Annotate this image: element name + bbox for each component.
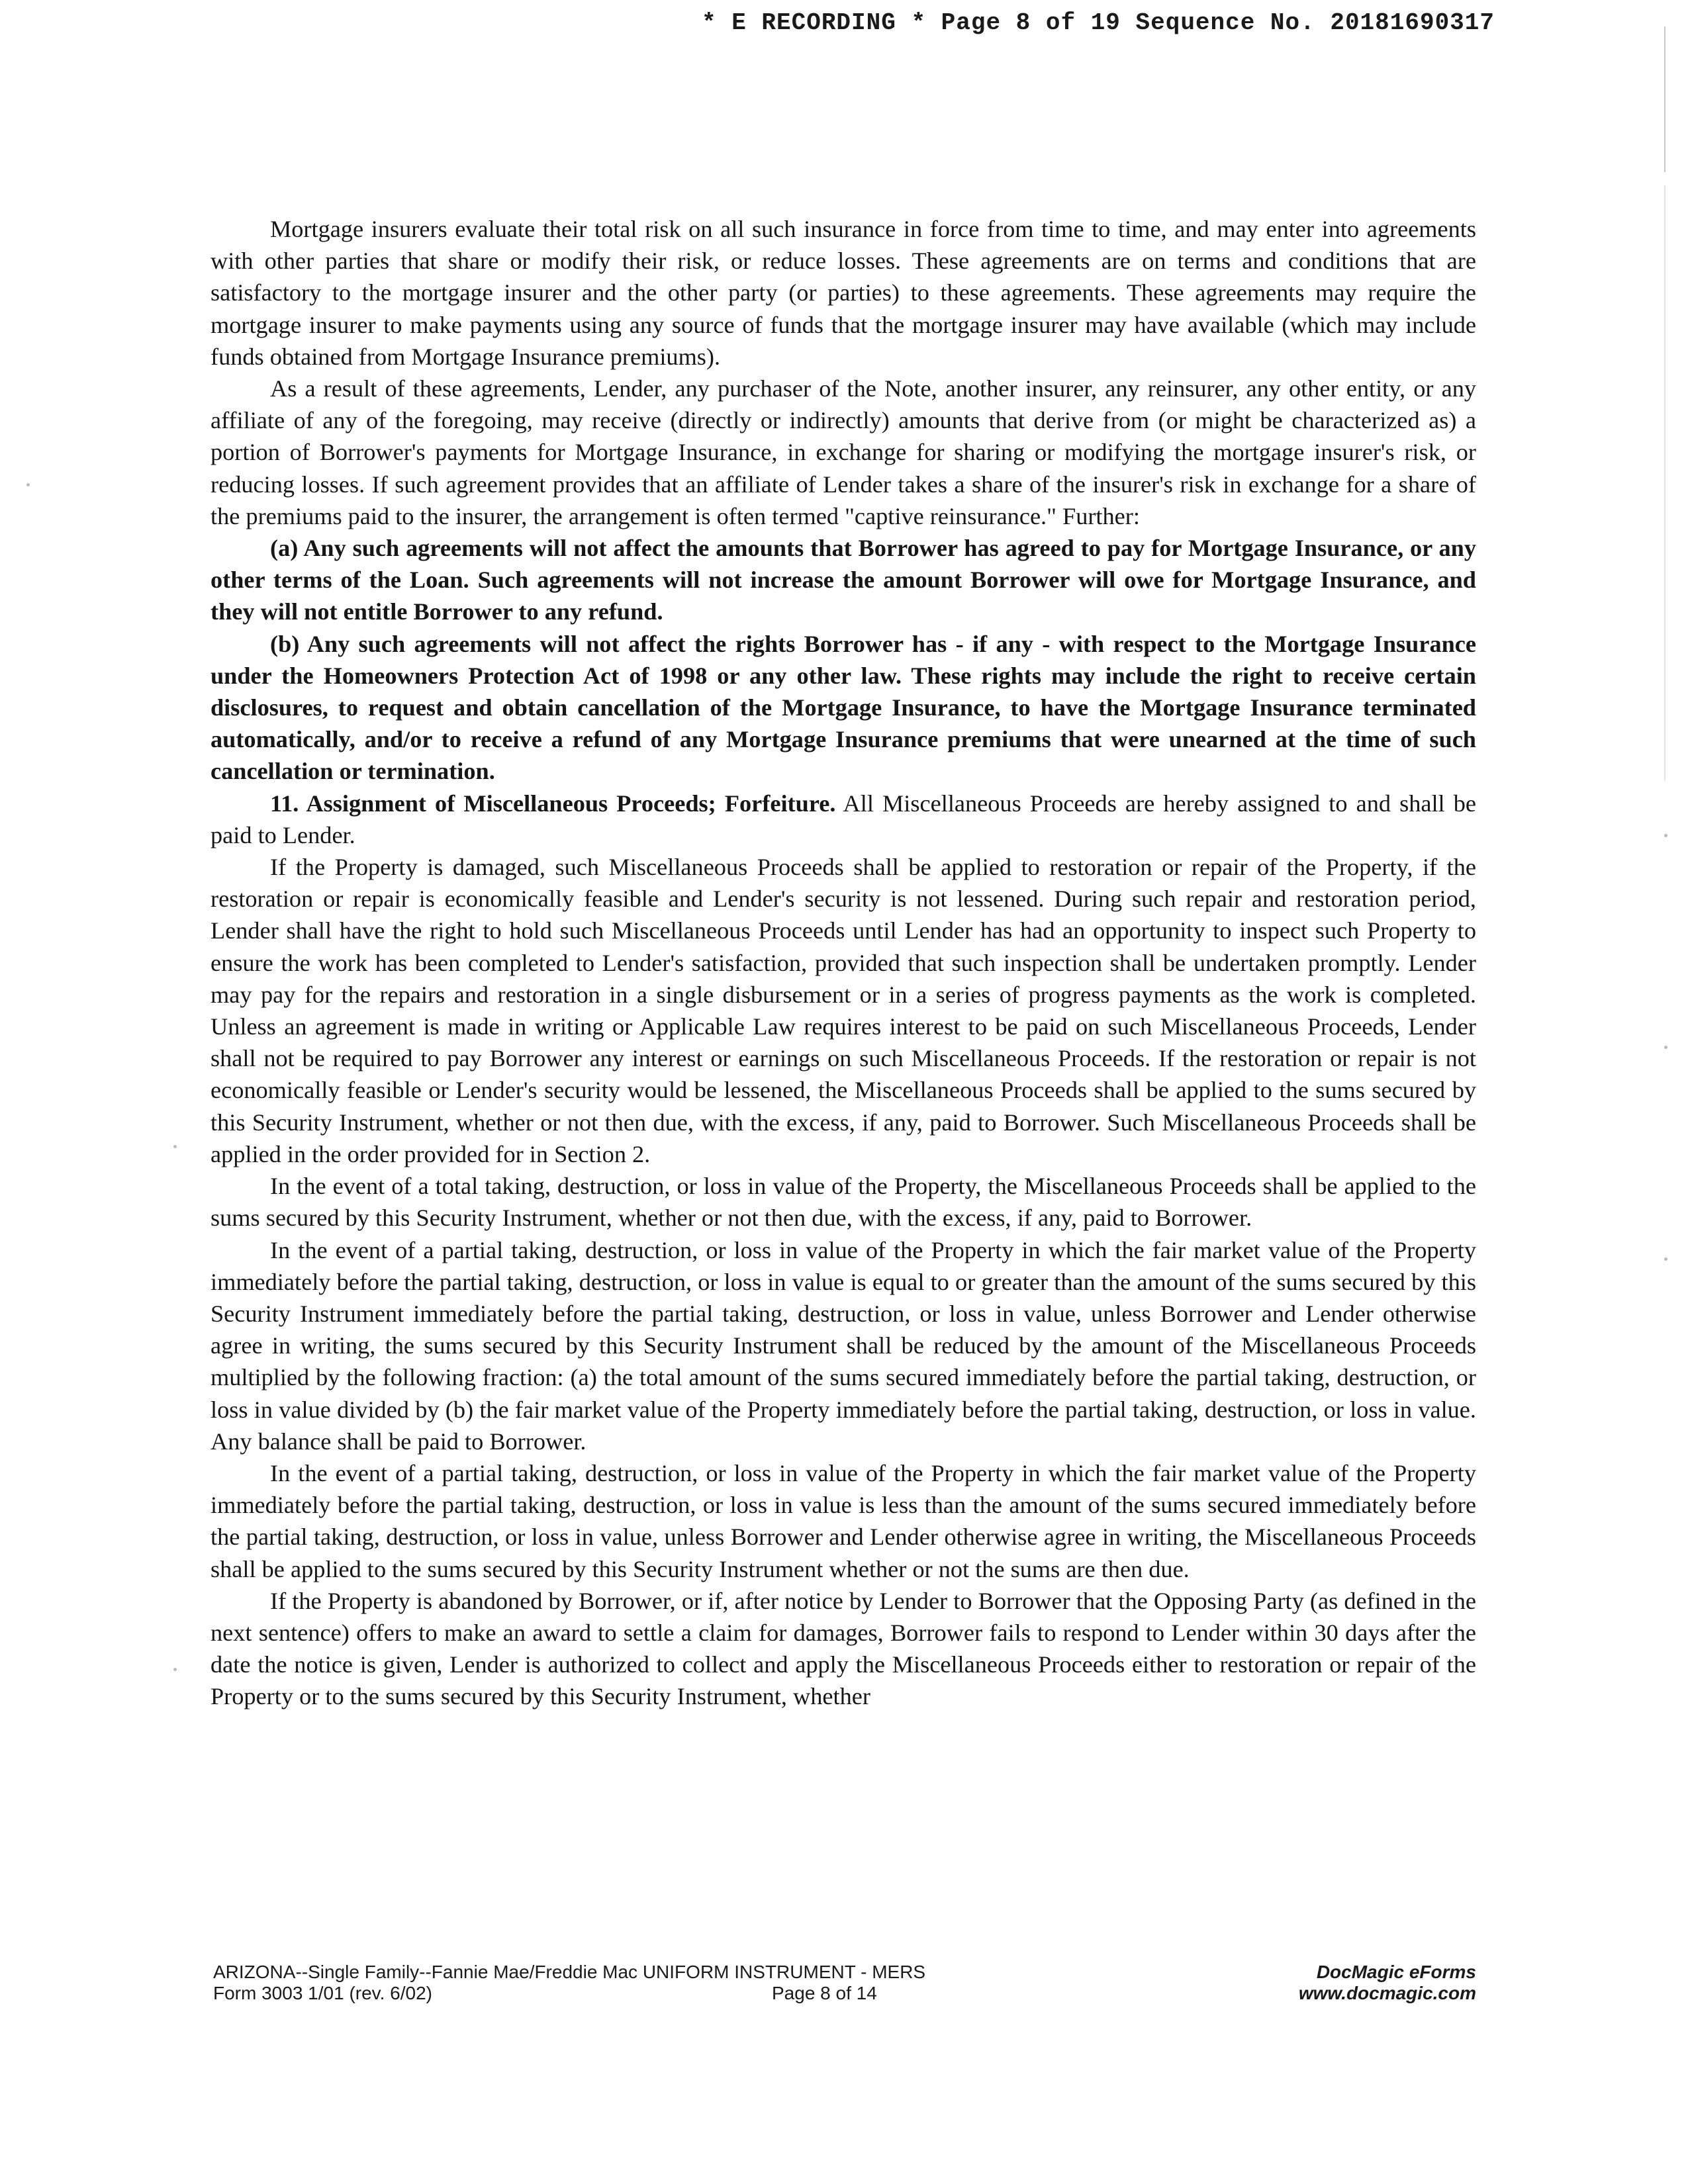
brand-suffix: eForms xyxy=(1409,1962,1476,1982)
paragraph-clause-b: (b) Any such agreements will not affect the rights Borrower has - if any - with respect to the Mortgage Insurance under the Homeowners Protection Act of 1998 or any other law. These rights may include the right to receive certain disclosures, to request and obtain cancellation of the Mortgage Insurance, to have the Mortgage Insurance terminated automatically, and/or to receive a refund of any Mortgage Insurance premiums that were unearned at the time of such cancellation or termination. xyxy=(211,630,1476,785)
scan-edge xyxy=(1664,185,1665,781)
scan-speck xyxy=(1664,834,1667,837)
footer-brand xyxy=(1299,1962,1476,2004)
section-11-paragraph xyxy=(211,788,1476,851)
paragraph: If the Property is abandoned by Borrower, or if, after notice by Lender to Borrower that the Opposing Party (as defined in the next sentence) offers to make an award to settle a claim for damages, Borrower fails to respond to Lender within 30 days after the date the notice is given, Lender is authorized to collect and apply the Miscellaneous Proceeds either to restoration or repair of the Property or to the sums secured by this Security Instrument, whether xyxy=(211,1587,1476,1710)
scan-speck xyxy=(1664,1257,1667,1261)
footer-page-number: Page 8 of 14 xyxy=(772,1983,877,2003)
brand-logo xyxy=(1299,1962,1476,1983)
section-heading: 11. Assignment of Miscellaneous Proceeds; Forfeiture. xyxy=(270,790,836,817)
document-body xyxy=(211,213,1476,1713)
recording-header: * E RECORDING * Page 8 of 19 Sequence No. 20181690317 xyxy=(702,9,1495,36)
form-number: Form 3003 1/01 (rev. 6/02) xyxy=(213,1983,432,2003)
scan-speck xyxy=(26,483,30,486)
paragraph-clause-a: (a) Any such agreements will not affect the amounts that Borrower has agreed to pay for Mortgage Insurance, or any other terms of the Loan. Such agreements will not increase the amount Borrower will owe for Mortgage Insurance, and they will not entitle Borrower to any refund. xyxy=(211,535,1476,625)
section-text: All Miscellaneous Proceeds are hereby assigned to and shall be paid to Lender. xyxy=(211,790,1476,848)
paragraph: As a result of these agreements, Lender, any purchaser of the Note, another insurer, any reinsurer, any other entity, or any affiliate of any of the foregoing, may receive (directly or indirectly) amounts that derive from (or might be characterized as) a portion of Borrower's payments for Mortgage Insurance, in exchange for sharing or modifying the mortgage insurer's risk, or reducing losses. If such agreement provides that an affiliate of Lender takes a share of the insurer's risk in exchange for a share of the premiums paid to the insurer, the arrangement is often termed "captive reinsurance." Further: xyxy=(211,375,1476,529)
paragraph: In the event of a partial taking, destruction, or loss in value of the Property in which the fair market value of the Property immediately before the partial taking, destruction, or loss in value is equal to or greater than the amount of the sums secured by this Security Instrument immediately before the partial taking, destruction, or loss in value, unless Borrower and Lender otherwise agree in writing, the sums secured by this Security Instrument shall be reduced by the amount of the Miscellaneous Proceeds multiplied by the following fraction: (a) the total amount of the sums secured immediately before the partial taking, destruction, or loss in value divided by (b) the fair market value of the Property immediately before the partial taking, destruction, or loss in value. Any balance shall be paid to Borrower. xyxy=(211,1236,1476,1455)
paragraph: Mortgage insurers evaluate their total risk on all such insurance in force from time to time, and may enter into agreements with other parties that share or modify their risk, or reduce losses. These agreements are on terms and conditions that are satisfactory to the mortgage insurer and the other party (or parties) to these agreements. These agreements may require the mortgage insurer to make payments using any source of funds that the mortgage insurer may have available (which may include funds obtained from Mortgage Insurance premiums). xyxy=(211,216,1476,370)
paragraph: In the event of a total taking, destruction, or loss in value of the Property, the Miscellaneous Proceeds shall be applied to the sums secured by this Security Instrument, whether or not then due, with the excess, if any, paid to Borrower. xyxy=(211,1173,1476,1232)
scan-speck xyxy=(173,1668,177,1671)
scan-speck xyxy=(173,1145,177,1148)
paragraph: In the event of a partial taking, destruction, or loss in value of the Property in which the fair market value of the Property immediately before the partial taking, destruction, or loss in value is less than the amount of the sums secured immediately before the partial taking, destruction, or loss in value, unless Borrower and Lender otherwise agree in writing, the Miscellaneous Proceeds shall be applied to the sums secured by this Security Instrument whether or not the sums are then due. xyxy=(211,1459,1476,1582)
brand-name: DocMagic xyxy=(1316,1962,1405,1982)
form-title: ARIZONA--Single Family--Fannie Mae/Freddie Mac UNIFORM INSTRUMENT - MERS xyxy=(213,1962,926,1982)
page-footer xyxy=(213,1962,1476,2008)
brand-website: www.docmagic.com xyxy=(1298,1983,1476,2003)
scan-speck xyxy=(1664,1046,1667,1049)
paragraph: If the Property is damaged, such Miscellaneous Proceeds shall be applied to restoration or repair of the Property, if the restoration or repair is economically feasible and Lender's security is not lessened. During such repair and restoration period, Lender shall have the right to hold such Miscellaneous Proceeds until Lender has had an opportunity to inspect such Property to ensure the work has been completed to Lender's satisfaction, provided that such inspection shall be undertaken promptly. Lender may pay for the repairs and restoration in a single disbursement or in a series of progress payments as the work is completed. Unless an agreement is made in writing or Applicable Law requires interest to be paid on such Miscellaneous Proceeds, Lender shall not be required to pay Borrower any interest or earnings on such Miscellaneous Proceeds. If the restoration or repair is not economically feasible or Lender's security would be lessened, the Miscellaneous Proceeds shall be applied to the sums secured by this Security Instrument, whether or not then due, with the excess, if any, paid to Borrower. Such Miscellaneous Proceeds shall be applied in the order provided for in Section 2. xyxy=(211,854,1476,1167)
scan-edge xyxy=(1664,26,1665,172)
